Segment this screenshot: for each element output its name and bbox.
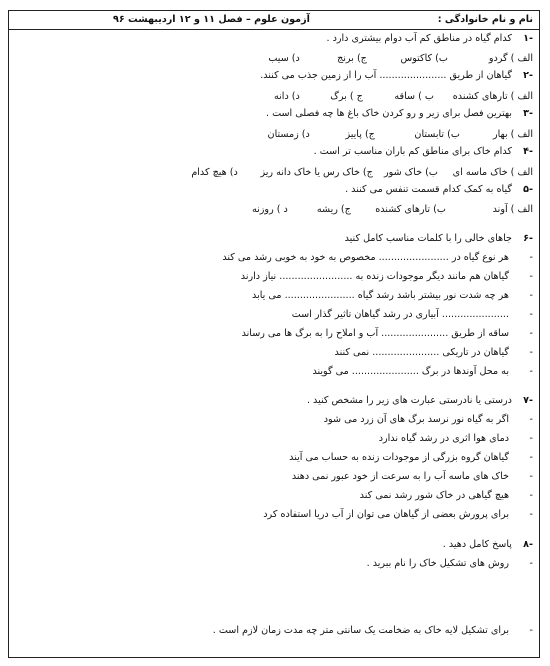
- exam-sheet: [8, 10, 540, 658]
- option-d: د) هیچ کدام: [191, 167, 238, 178]
- option-a: الف ) گردو: [488, 53, 533, 64]
- section-title: درستی یا نادرستی عبارت های زیر را مشخص کنید .: [306, 395, 512, 406]
- option-c: ج ) برگ: [330, 91, 363, 102]
- section-number: -۸: [523, 539, 533, 550]
- question-5-options: [228, 204, 533, 215]
- question-number: -۱: [523, 33, 533, 44]
- option-a: الف ) بهار: [492, 129, 533, 140]
- option-d: د) زمستان: [267, 129, 310, 140]
- question-number: -۲: [523, 70, 533, 81]
- section-6-heading: [345, 233, 533, 244]
- question-3: [266, 108, 533, 119]
- essay-item: -روش های تشکیل خاک را نام ببرید .: [366, 558, 533, 569]
- option-d: د) دانه: [273, 91, 300, 102]
- exam-header: [9, 11, 539, 30]
- question-number: -۳: [523, 108, 533, 119]
- option-c: ج) پاییز: [345, 129, 375, 140]
- true-false-item: -هیچ گیاهی در خاک شور رشد نمی کند: [359, 490, 533, 501]
- option-d: د) سیب: [268, 53, 300, 64]
- fill-blank-item: -به محل آوندها در برگ ...................... می گویند: [312, 366, 533, 377]
- question-text: گیاهان از طریق ...................... آب را از زمین جذب می کنند.: [260, 70, 512, 81]
- option-a: الف ) آوند: [492, 204, 533, 215]
- option-c: ج) برنج: [337, 53, 367, 64]
- fill-blank-item: -هر چه شدت نور بیشتر باشد رشد گیاه ....................... می یابد: [252, 290, 533, 301]
- option-b: ب) تارهای کشنده: [375, 204, 446, 215]
- question-4-options: [174, 167, 533, 178]
- question-4: [314, 146, 533, 157]
- student-name-label: نام و نام خانوادگی :: [437, 14, 533, 25]
- question-5: [345, 184, 533, 195]
- question-number: -۵: [523, 184, 533, 195]
- true-false-item: -برای پرورش بعضی از گیاهان می توان از آب دریا استفاده کرد: [263, 509, 533, 520]
- question-1-options: [240, 53, 533, 64]
- question-3-options: [240, 129, 533, 140]
- fill-blank-item: -هر نوع گیاه در ....................... مخصوص به خود به خوبی رشد می کند: [222, 252, 533, 263]
- true-false-item: -دمای هوا اثری در رشد گیاه ندارد: [378, 433, 533, 444]
- section-title: پاسخ کامل دهید .: [442, 539, 512, 550]
- section-number: -۷: [523, 395, 533, 406]
- fill-blank-item: -ساقه از طریق ...................... آب و املاح را به برگ ها می رساند: [241, 328, 533, 339]
- option-b: ب) تابستان: [414, 129, 460, 140]
- option-b: ب) کاکتوس: [400, 53, 448, 64]
- question-1: [326, 33, 533, 44]
- question-2: [260, 70, 533, 81]
- option-a: الف ) تارهای کشنده: [452, 91, 533, 102]
- question-text: گیاه به کمک کدام قسمت تنفس می کنند .: [345, 184, 512, 195]
- fill-blank-item: -...................... آبیاری در رشد گیاهان تاثیر گذار است: [291, 309, 533, 320]
- section-8-heading: [443, 539, 533, 550]
- question-2-options: [250, 91, 533, 102]
- question-text: کدام گیاه در مناطق کم آب دوام بیشتری دارد .: [326, 33, 512, 44]
- section-number: -۶: [523, 233, 533, 244]
- essay-item: -برای تشکیل لایه خاک به ضخامت یک سانتی متر چه مدت زمان لازم است .: [212, 625, 533, 636]
- section-7-heading: [307, 395, 533, 406]
- true-false-item: -گیاهان گروه بزرگی از موجودات زنده به حساب می آیند: [289, 452, 533, 463]
- section-title: جاهای خالی را با کلمات مناسب کامل کنید: [344, 233, 512, 244]
- option-c: ج) خاک رس یا خاک دانه ریز: [260, 167, 373, 178]
- option-d: د ) روزنه: [251, 204, 288, 215]
- question-number: -۴: [523, 146, 533, 157]
- exam-title: آزمون علوم – فصل ۱۱ و ۱۲ اردیبهشت ۹۶: [113, 14, 310, 25]
- option-b: ب) خاک شور: [383, 167, 438, 178]
- fill-blank-item: -گیاهان هم مانند دیگر موجودات زنده به ........................ نیاز دارند: [240, 271, 533, 282]
- question-text: کدام خاک برای مناطق کم باران مناسب تر است .: [313, 146, 512, 157]
- fill-blank-item: -گیاهان در تاریکی ...................... نمی کنند: [334, 347, 533, 358]
- question-text: بهترین فصل برای زیر و رو کردن خاک باغ ها چه فصلی است .: [265, 108, 512, 119]
- option-a: الف ) خاک ماسه ای: [452, 167, 533, 178]
- true-false-item: -خاک های ماسه آب را به سرعت از خود عبور نمی دهند: [291, 471, 533, 482]
- option-b: ب ) ساقه: [394, 91, 434, 102]
- option-c: ج) ریشه: [316, 204, 351, 215]
- true-false-item: -اگر به گیاه نور نرسد برگ های آن زرد می شود: [323, 414, 533, 425]
